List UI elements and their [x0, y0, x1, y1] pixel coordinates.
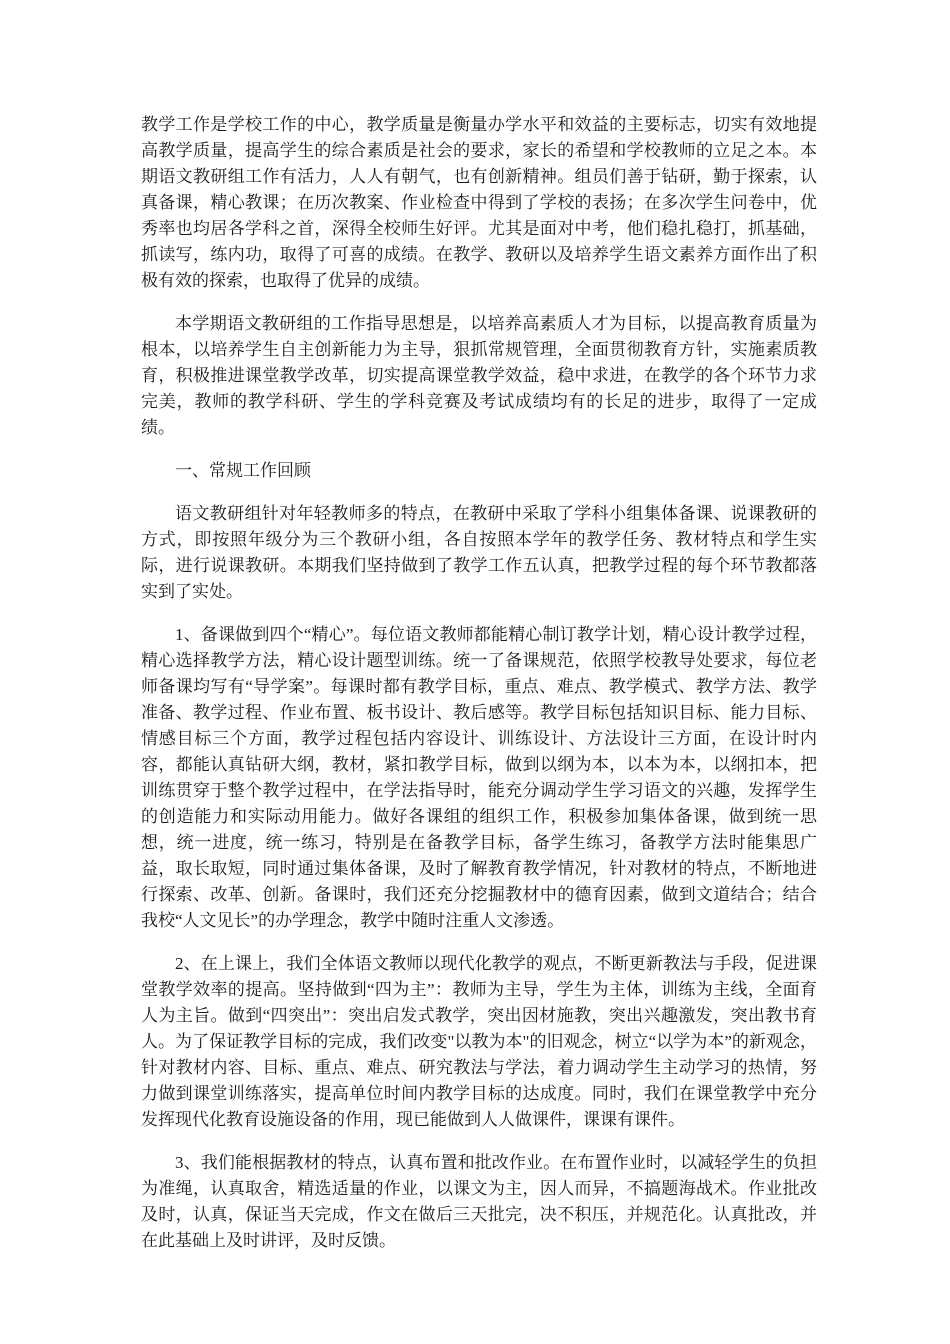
- section-heading: 一、常规工作回顾: [175, 461, 311, 480]
- paragraph: 2、在上课上，我们全体语文教师以现代化教学的观点，不断更新教法与手段，促进课堂教学效率的提高。坚持做到“四为主”：教师为主导，学生为主体，训练为主线，全面育人为主旨。做到“四突出”：突出启发式教学，突出因材施教，突出兴趣激发，突出教书育人。为了保证教学目标的完成，我们改变"以教为本"的旧观念，树立“以学为本”的新观念，针对教材内容、目标、重点、难点、研究教法与学法，着力调动学生主动学习的热情，努力做到课堂训练落实，提高单位时间内教学目标的达成度。同时，我们在课堂教学中充分发挥现代化教育设施设备的作用，现已能做到人人做课件，课课有课件。: [141, 954, 817, 1129]
- paragraph: 语文教研组针对年轻教师多的特点，在教研中采取了学科小组集体备课、说课教研的方式，即按照年级分为三个教研小组，各自按照本学年的教学任务、教材特点和学生实际，进行说课教研。本期我们坚持做到了教学工作五认真，把教学过程的每个环节教都落实到了实处。: [141, 504, 817, 601]
- document-body: [141, 112, 817, 1271]
- paragraph: 3、我们能根据教材的特点，认真布置和批改作业。在布置作业时，以减轻学生的负担为准绳，认真取舍，精选适量的作业，以课文为主，因人而异，不搞题海战术。作业批改及时，认真，保证当天完成，作文在做后三天批完，决不积压，并规范化。认真批改，并在此基础上及时讲评，及时反馈。: [141, 1153, 817, 1250]
- paragraph: 本学期语文教研组的工作指导思想是，以培养高素质人才为目标，以提高教育质量为根本，以培养学生自主创新能力为主导，狠抓常规管理，全面贯彻教育方针，实施素质教育，积极推进课堂教学改革，切实提高课堂教学效益，稳中求进，在教学的各个环节力求完美，教师的教学科研、学生的学科竞赛及考试成绩均有的长足的进步，取得了一定成绩。: [141, 314, 817, 437]
- paragraph: 教学工作是学校工作的中心，教学质量是衡量办学水平和效益的主要标志，切实有效地提高教学质量，提高学生的综合素质是社会的要求，家长的希望和学校教师的立足之本。本期语文教研组工作有活力，人人有朝气，也有创新精神。组员们善于钻研，勤于探索，认真备课，精心教课；在历次教案、作业检查中得到了学校的表扬；在多次学生问卷中，优秀率也均居各学科之首，深得全校师生好评。尤其是面对中考，他们稳扎稳打，抓基础，抓读写，练内功，取得了可喜的成绩。在教学、教研以及培养学生语文素养方面作出了积极有效的探索，也取得了优异的成绩。: [141, 115, 817, 290]
- paragraph: 1、备课做到四个“精心”。每位语文教师都能精心制订教学计划，精心设计教学过程，精心选择教学方法，精心设计题型训练。统一了备课规范，依照学校教导处要求，每位老师备课均写有“导学案”。每课时都有教学目标，重点、难点、教学模式、教学方法、教学准备、教学过程、作业布置、板书设计、教后感等。教学目标包括知识目标、能力目标、情感目标三个方面，教学过程包括内容设计、训练设计、方法设计三方面，在设计时内容，都能认真钻研大纲，教材，紧扣教学目标，做到以纲为本，以本为本，以纲扣本，把训练贯穿于整个教学过程中，在学法指导时，能充分调动学生学习语文的兴趣，发挥学生的创造能力和实际动用能力。做好各课组的组织工作，积极参加集体备课，做到统一思想，统一进度，统一练习，特别是在备教学目标，备学生练习，备教学方法时能集思广益，取长取短，同时通过集体备课，及时了解教育教学情况，针对教材的特点，不断地进行探索、改革、创新。备课时，我们还充分挖掘教材中的德育因素，做到文道结合；结合我校“人文见长”的办学理念，教学中随时注重人文渗透。: [141, 625, 817, 930]
